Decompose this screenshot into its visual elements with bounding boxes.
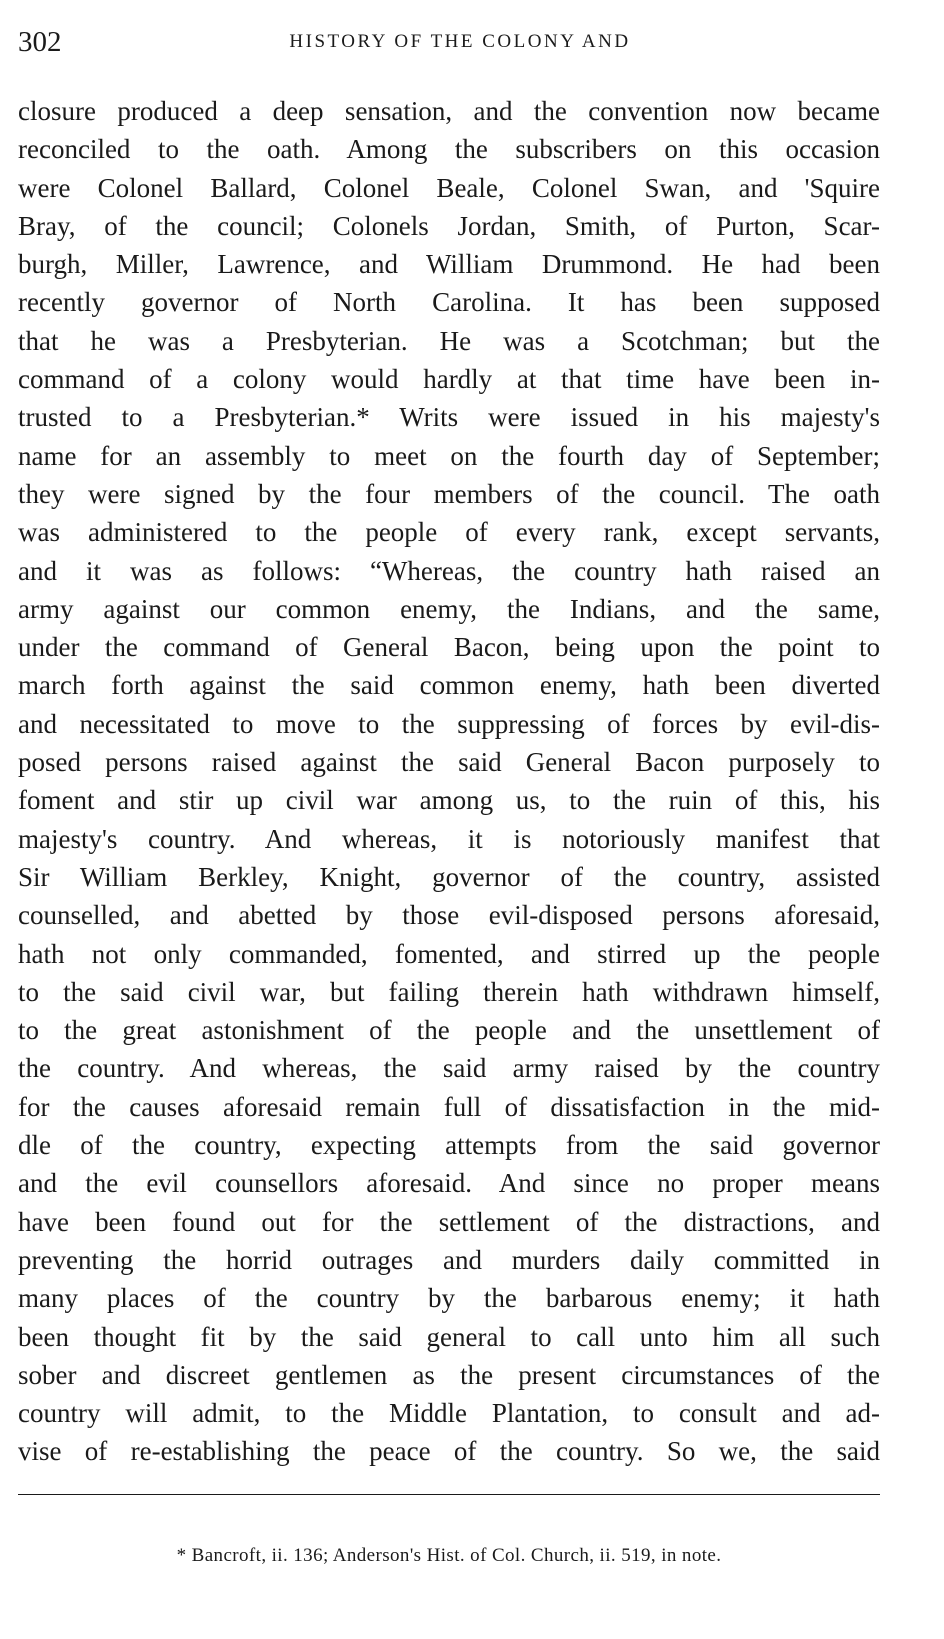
text-line: to the said civil war, but failing therein hath withdrawn himself,	[18, 976, 880, 1007]
text-line: majesty's country. And whereas, it is notoriously manifest that	[18, 823, 880, 854]
text-line: and it was as follows: “Whereas, the country hath raised an	[18, 555, 880, 586]
text-line: were Colonel Ballard, Colonel Beale, Colonel Swan, and 'Squire	[18, 172, 880, 203]
text-line: have been found out for the settlement of the distractions, and	[18, 1206, 880, 1237]
page-number: 302	[18, 26, 62, 58]
text-line: name for an assembly to meet on the fourth day of September;	[18, 440, 880, 471]
text-line: was administered to the people of every rank, except servants,	[18, 517, 880, 548]
text-line: sober and discreet gentlemen as the present circumstances of the	[18, 1359, 880, 1390]
text-line: posed persons raised against the said General Bacon purposely to	[18, 747, 880, 778]
text-line: to the great astonishment of the people and the unsettlement of	[18, 1015, 880, 1046]
text-line: vise of re-establishing the peace of the country. So we, the said	[18, 1436, 880, 1467]
text-line: counselled, and abetted by those evil-disposed persons aforesaid,	[18, 900, 880, 931]
text-line: foment and stir up civil war among us, to the ruin of this, his	[18, 785, 880, 816]
text-line: trusted to a Presbyterian.* Writs were issued in his majesty's	[18, 402, 880, 433]
text-line: command of a colony would hardly at that time have been in-	[18, 364, 880, 395]
text-line: dle of the country, expecting attempts from the said governor	[18, 1130, 880, 1161]
running-head	[18, 22, 880, 62]
text-line: burgh, Miller, Lawrence, and William Drummond. He had been	[18, 249, 880, 280]
text-line: Sir William Berkley, Knight, governor of the country, assisted	[18, 861, 880, 892]
text-line: army against our common enemy, the Indians, and the same,	[18, 593, 880, 624]
text-line: preventing the horrid outrages and murders daily committed in	[18, 1244, 880, 1275]
text-line: that he was a Presbyterian. He was a Scotchman; but the	[18, 325, 880, 356]
text-line: for the causes aforesaid remain full of dissatisfaction in the mid-	[18, 1091, 880, 1122]
text-line: under the command of General Bacon, being upon the point to	[18, 632, 880, 663]
text-line: recently governor of North Carolina. It has been supposed	[18, 287, 880, 318]
text-line: many places of the country by the barbarous enemy; it hath	[18, 1283, 880, 1314]
text-line: and the evil counsellors aforesaid. And since no proper means	[18, 1168, 880, 1199]
text-line: the country. And whereas, the said army raised by the country	[18, 1053, 880, 1084]
body-text	[18, 92, 880, 1471]
text-line: been thought fit by the said general to call unto him all such	[18, 1321, 880, 1352]
text-line: reconciled to the oath. Among the subscribers on this occasion	[18, 134, 880, 165]
text-line: and necessitated to move to the suppressing of forces by evil-dis-	[18, 708, 880, 739]
text-line: they were signed by the four members of the council. The oath	[18, 478, 880, 509]
footnote: * Bancroft, ii. 136; Anderson's Hist. of Col. Church, ii. 519, in note.	[176, 1545, 722, 1566]
text-line: Bray, of the council; Colonels Jordan, Smith, of Purton, Scar-	[18, 210, 880, 241]
text-line: march forth against the said common enemy, hath been diverted	[18, 670, 880, 701]
text-line: closure produced a deep sensation, and the convention now became	[18, 96, 880, 126]
running-title: HISTORY OF THE COLONY AND	[289, 31, 631, 52]
text-line: hath not only commanded, fomented, and stirred up the people	[18, 938, 880, 969]
footnote-divider	[18, 1494, 880, 1495]
text-line: country will admit, to the Middle Plantation, to consult and ad-	[18, 1398, 880, 1429]
